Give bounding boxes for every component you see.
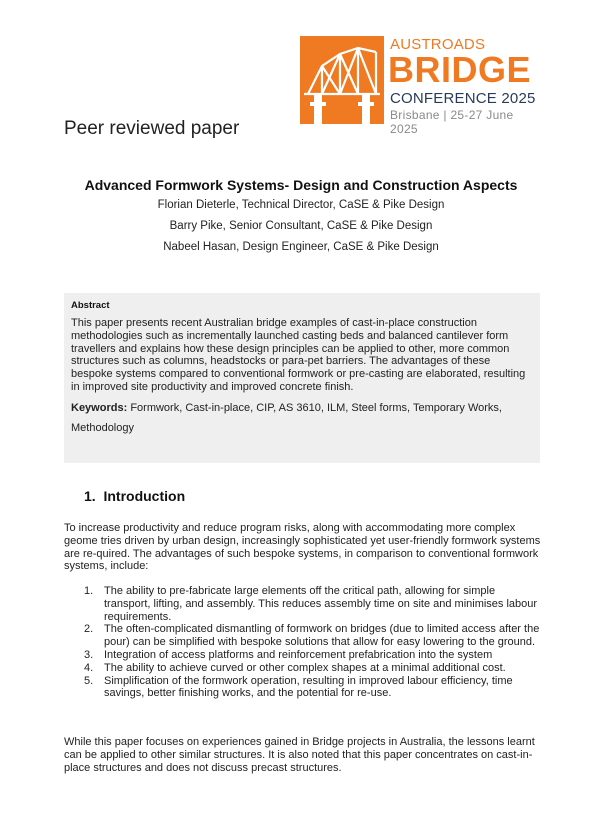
section-number: 1. [84, 488, 96, 504]
list-item [84, 662, 540, 675]
list-text: The often-complicated dismantling of formwork on bridges (due to limited access after the pour) can be simplified with bespoke solutions that allow for easy lowering to the ground. [104, 623, 540, 649]
list-item [84, 623, 540, 649]
author-line: Nabeel Hasan, Design Engineer, CaSE & Pike Design [163, 241, 439, 253]
intro-paragraph: To increase productivity and reduce program risks, along with accommodating more complex geome tries driven by urban design, increasingly sophisticated yet user-friendly formwork systems are re-quired. The advantages of such bespoke systems, in comparison to conventional formwork systems, include: [64, 522, 541, 573]
list-text: Simplification of the formwork operation, resulting in improved labour efficiency, time savings, better finishing works, and the potential for re-use. [104, 674, 513, 700]
closing-paragraph: While this paper focuses on experiences gained in Bridge projects in Australia, the lessons learnt can be applied to other similar structures. It is also noted that this paper concentrates on cast-in-place structures and does not discuss precast structures. [64, 736, 535, 774]
advantages-list [84, 585, 540, 700]
list-number: 5. [84, 674, 94, 687]
list-number: 4. [84, 661, 94, 674]
abstract-box [64, 293, 540, 463]
bridge-truss-logo [300, 36, 384, 124]
author-line: Barry Pike, Senior Consultant, CaSE & Pike Design [169, 220, 433, 232]
list-text: The ability to pre-fabricate large elements off the critical path, allowing for simple transport, lifting, and assembly. This reduces assembly time on site and minimises labour requirements. [104, 585, 538, 623]
section-heading-introduction [84, 488, 185, 504]
list-item [84, 649, 540, 662]
logo-austroads-text: AUSTROADS [390, 36, 486, 53]
list-text: The ability to achieve curved or other complex shapes at a minimal additional cost. [104, 661, 506, 674]
keywords-text: Formwork, Cast-in-place, CIP, AS 3610, ILM, Steel forms, Temporary Works, Methodology [71, 401, 502, 434]
paper-title: Advanced Formwork Systems- Design and Construction Aspects [84, 177, 518, 193]
logo-date-text: Brisbane | 25-27 June 2025 [390, 108, 514, 136]
conference-logo [300, 36, 540, 136]
list-number: 1. [84, 585, 94, 597]
keywords [71, 398, 533, 438]
list-item [84, 675, 540, 701]
list-item [84, 585, 540, 623]
author-line: Florian Dieterle, Technical Director, CaSE & Pike Design [157, 199, 445, 211]
logo-conference-text: CONFERENCE 2025 [390, 90, 536, 107]
section-title: Introduction [103, 488, 186, 504]
abstract-text: This paper presents recent Australian bridge examples of cast-in-place construction methodologies such as incrementally launched casting beds and balanced cantilever form travellers and explains how these design principles can be applied to other, more common structures such as columns, headstocks or para-pet barriers. The advantages of these bespoke systems compared to conventional formwork or pre-casting are elaborated, resulting in improved site productivity and improved concrete finish. [71, 317, 526, 393]
abstract-heading: Abstract [71, 300, 110, 311]
list-number: 2. [84, 623, 94, 636]
logo-bridge-text: BRIDGE [388, 49, 532, 90]
peer-reviewed-label: Peer reviewed paper [64, 118, 240, 139]
list-text: Integration of access platforms and reinforcement prefabrication into the system [104, 648, 493, 661]
keywords-label: Keywords: [71, 401, 128, 414]
list-number: 3. [84, 648, 94, 661]
